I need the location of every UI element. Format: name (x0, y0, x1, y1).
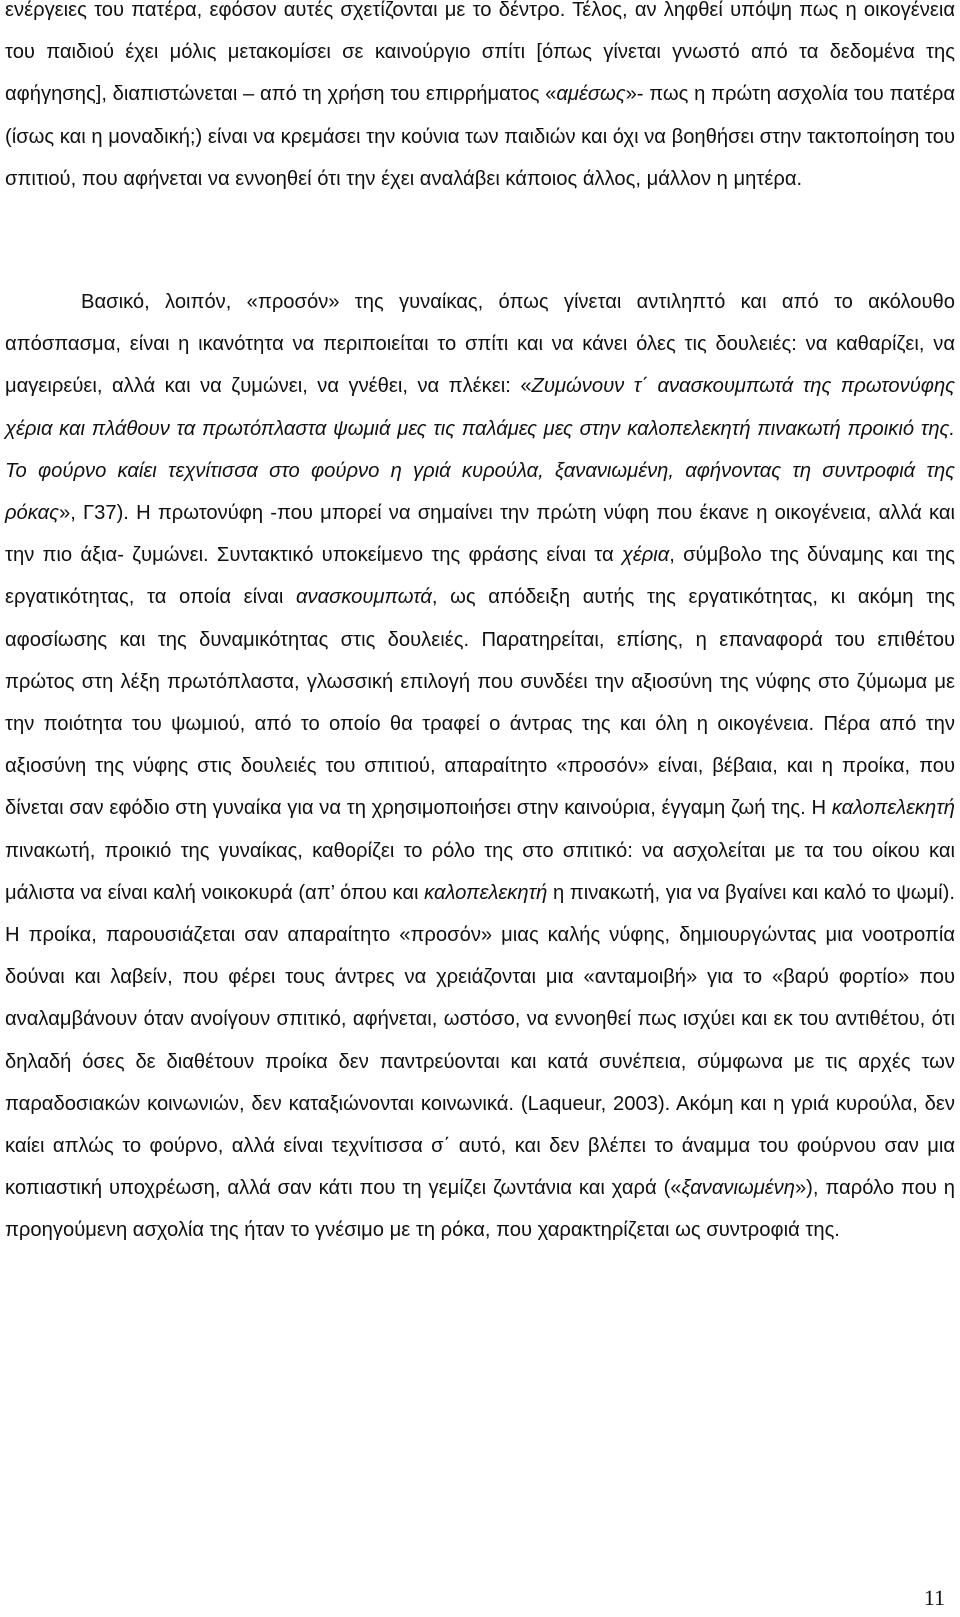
italic-word: καλοπελεκητή (831, 797, 955, 820)
paragraph-text: , ως απόδειξη αυτής της εργατικότητας, κι ακόμη της αφοσίωσης και της δυναμικότητας στις δουλειές. Παρατηρείται, επίσης, η επαναφορά του επιθέτου πρώτος στη λέξη πρωτόπλαστα, γλωσσική επιλογή που συνδέει την αξιοσύνη της νύφης στο ζύμωμα με την ποιότητα του ψωμιού, από το οποίο θα τραφεί ο άντρας της και όλη η οικογένεια. Πέρα από την αξιοσύνη της νύφης στις δουλειές του σπιτιού, απαραίτητο «προσόν» είναι, βέβαια, και η προίκα, που δίνεται σαν εφόδιο στη γυναίκα για να τη χρησιμοποιήσει στην καινούρια, έγγαμη ζωή της. Η (5, 586, 955, 820)
italic-quote: αμέσως (556, 83, 626, 106)
italic-word: καλοπελεκητή (424, 881, 548, 904)
paragraph-text: ενέργειες του πατέρα, εφόσον αυτές σχετίζονται με το δέντρο. Τέλος, αν ληφθεί υπόψη πως η οικογένεια του παιδιού έχει μόλις μετακομίσει σε καινούργιο σπίτι [όπως γίνεται γνωστό από τα δεδομένα της αφήγησης], διαπιστώνεται – από τη χρήση του επιρρήματος « (5, 0, 955, 106)
paragraph-text: , σύμβολο της δύναμης και της εργατικότητας, τα οποία είναι (5, 544, 956, 609)
document-page (5, 0, 955, 1617)
paragraph-text: »), παρόλο που η προηγούμενη ασχολία της ήταν το γνέσιμο με τη ρόκα, που χαρακτηρίζεται ως συντροφιά της. (5, 1177, 955, 1242)
italic-quote: Ζυμώνουν τ΄ ανασκουμπωτά της πρωτονύφης χέρια και πλάθουν τα πρωτόπλαστα ψωμιά μες τις παλάμες μες στην καλοπελεκητή πινακωτή προικιό της. Το φούρνο καίει τεχνίτισσα στο φούρνο η γριά κυρούλα, ξανανιωμένη, αφήνοντας τη συντροφιά της ρόκας (5, 375, 955, 525)
page-number: 11 (923, 1585, 945, 1610)
paragraph-text: »- πως η πρώτη ασχολία του πατέρα (ίσως και η μοναδική;) είναι να κρεμάσει την κούνια των παιδιών και όχι να βοηθήσει στην τακτοποίηση του σπιτιού, που αφήνεται να εννοηθεί ότι την έχει αναλάβει κάποιος άλλος, μάλλον η μητέρα. (5, 83, 955, 190)
paragraph-text: Βασικό, λοιπόν, «προσόν» της γυναίκας, όπως γίνεται αντιληπτό και από το ακόλουθο απόσπασμα, είναι η ικανότητα να περιποιείται το σπίτι και να κάνει όλες τις δουλειές: να καθαρίζει, να μαγειρεύει, αλλά και να ζυμώνει, να γνέθει, να πλέκει: « (5, 291, 955, 398)
paragraph-text: η πινακωτή, για να βγαίνει και καλό το ψωμί). Η προίκα, παρουσιάζεται σαν απαραίτητο «προσόν» μιας καλής νύφης, δημιουργώντας μια νοοτροπία δούναι και λαβείν, που φέρει τους άντρες να χρειάζονται μια «ανταμοιβή» για το «βαρύ φορτίο» που αναλαμβάνουν όταν ανοίγουν σπιτικό, αφήνεται, ωστόσο, να εννοηθεί πως ισχύει και εκ του αντιθέτου, ότι δηλαδή όσες δε διαθέτουν προίκα δεν παντρεύονται και κατά συνέπεια, σύμφωνα με τις αρχές των παραδοσιακών κοινωνιών, δεν καταξιώνονται κοινωνικά. (Laqueur, 2003). Ακόμη και η γριά κυρούλα, δεν καίει απλώς το φούρνο, αλλά είναι τεχνίτισσα σ΄ αυτό, και δεν βλέπει το άναμμα του φούρνου σαν μια κοπιαστική υποχρέωση, αλλά σαν κάτι που τη γεμίζει ζωντάνια και χαρά (« (5, 881, 955, 1200)
paragraph-text: », Γ37). Η πρωτονύφη -που μπορεί να σημαίνει την πρώτη νύφη που έκανε η οικογένεια, αλλά και την πιο άξια- ζυμώνει. Συντακτικό υποκείμενο της φράσης είναι τα (5, 502, 955, 567)
italic-word: χέρια (621, 544, 670, 567)
italic-word: ανασκουμπωτά (296, 586, 432, 609)
paragraph-text: πινακωτή, προικιό της γυναίκας, καθορίζει το ρόλο της στο σπιτικό: να ασχολείται με τα του οίκου και μάλιστα να είναι καλή νοικοκυρά (απ’ όπου και (5, 839, 955, 904)
body-paragraph-1 (5, 0, 955, 200)
italic-word: ξανανιωμένη (681, 1177, 795, 1200)
body-paragraph-2 (5, 281, 955, 1252)
